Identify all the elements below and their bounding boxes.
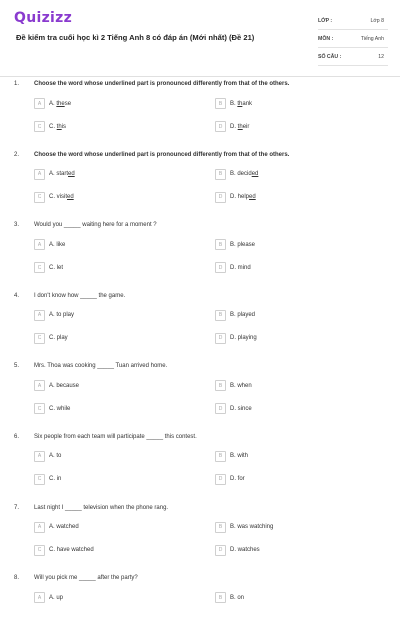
option-text-part: D. mind: [230, 264, 251, 271]
option-text: [230, 194, 256, 200]
question-number: 6.: [14, 433, 20, 440]
option-text-part: ank: [242, 100, 253, 107]
option-text: [230, 476, 245, 482]
option-letter-box: A: [34, 98, 45, 109]
option-letter-box: D: [215, 545, 226, 556]
answer-option-d[interactable]: [215, 403, 252, 414]
option-text: [49, 476, 61, 482]
option-text-part: D. since: [230, 405, 252, 412]
question-item: [0, 291, 400, 362]
option-letter-box: D: [215, 121, 226, 132]
option-letter-box: D: [215, 262, 226, 273]
option-text-part: B. played: [230, 312, 256, 319]
option-text: [49, 524, 79, 530]
option-text: [49, 383, 79, 389]
option-text: [49, 406, 70, 412]
question-number: 3.: [14, 222, 20, 229]
option-text: [230, 453, 248, 459]
option-letter-box: C: [34, 262, 45, 273]
option-underlined-part: ed: [68, 171, 75, 178]
option-text-part: A. to: [49, 453, 62, 460]
answer-option-b[interactable]: [215, 592, 244, 603]
option-letter-box: B: [215, 239, 226, 250]
option-text: [230, 242, 255, 248]
question-text: Last night I _____ television when the phone rang.: [34, 504, 169, 511]
option-letter-box: A: [34, 310, 45, 321]
option-text-part: A. because: [49, 382, 80, 389]
option-letter-box: B: [215, 592, 226, 603]
header-divider: [0, 76, 400, 77]
option-text: [230, 383, 252, 389]
question-text: I don't know how _____ the game.: [34, 292, 126, 299]
option-letter-box: C: [34, 474, 45, 485]
option-letter-box: D: [215, 192, 226, 203]
option-text-part: B. with: [230, 453, 249, 460]
option-text: [230, 406, 252, 412]
answer-option-c[interactable]: [34, 192, 74, 203]
option-letter-box: B: [215, 380, 226, 391]
option-underlined-part: th: [56, 123, 62, 130]
option-letter-box: A: [34, 380, 45, 391]
quizizz-logo: Quizizz: [14, 10, 73, 26]
option-text: [49, 194, 74, 200]
answer-option-b[interactable]: [215, 522, 273, 533]
option-text-part: D. help: [230, 194, 250, 201]
answer-option-b[interactable]: [215, 380, 252, 391]
option-text: [230, 312, 255, 318]
option-text: [230, 171, 258, 177]
question-item: [0, 432, 400, 503]
meta-row-count: [318, 48, 388, 66]
option-letter-box: D: [215, 403, 226, 414]
option-text: [49, 335, 68, 341]
meta-label: SỐ CÂU :: [318, 53, 342, 60]
option-letter-box: B: [215, 169, 226, 180]
option-text-part: B.: [230, 100, 238, 107]
option-text-part: D. watches: [230, 547, 260, 554]
question-item: [0, 573, 400, 644]
option-text-part: B. on: [230, 594, 245, 601]
answer-option-d[interactable]: [215, 192, 256, 203]
question-text: Will you pick me _____ after the party?: [34, 575, 138, 582]
option-text-part: B. please: [230, 241, 256, 248]
answer-option-c[interactable]: [34, 262, 63, 273]
option-letter-box: B: [215, 522, 226, 533]
question-number: 2.: [14, 151, 20, 158]
option-underlined-part: ed: [251, 171, 259, 178]
worksheet-meta: [318, 12, 388, 66]
option-text: [49, 265, 63, 271]
answer-option-a[interactable]: [34, 592, 63, 603]
worksheet-title: Đề kiểm tra cuối học kì 2 Tiếng Anh 8 có đáp án (Mới nhất) (Đề 21): [16, 33, 255, 42]
option-underlined-part: ed: [249, 194, 256, 201]
answer-option-b[interactable]: [215, 310, 255, 321]
question-item: [0, 361, 400, 432]
meta-value: Tiếng Anh: [360, 35, 384, 42]
question-item: [0, 503, 400, 574]
option-text-part: A. to play: [49, 312, 75, 319]
question-text: Choose the word whose underlined part is pronounced differently from that of the others.: [34, 81, 290, 87]
option-text-part: D. playing: [230, 335, 257, 342]
question-text: Choose the word whose underlined part is pronounced differently from that of the others.: [34, 151, 290, 158]
option-text-part: A. start: [49, 171, 69, 178]
option-text-part: C. in: [49, 476, 62, 483]
answer-option-a[interactable]: [34, 239, 65, 250]
answer-option-a[interactable]: [34, 98, 71, 109]
question-number: 7.: [14, 504, 20, 511]
answer-option-c[interactable]: [34, 121, 66, 132]
option-letter-box: B: [215, 98, 226, 109]
option-letter-box: A: [34, 522, 45, 533]
option-text-part: A.: [49, 100, 57, 107]
answer-option-d[interactable]: [215, 333, 257, 344]
option-text: [49, 124, 66, 130]
option-text: [49, 453, 61, 459]
option-letter-box: C: [34, 333, 45, 344]
option-letter-box: A: [34, 592, 45, 603]
option-text: [230, 265, 251, 271]
option-text-part: C. while: [49, 405, 71, 412]
option-letter-box: C: [34, 403, 45, 414]
answer-option-b[interactable]: [215, 451, 248, 462]
answer-option-c[interactable]: [34, 474, 61, 485]
option-text-part: eir: [242, 123, 250, 130]
answer-option-b[interactable]: [215, 98, 252, 109]
option-underlined-part: ed: [67, 194, 74, 201]
answer-option-a[interactable]: [34, 380, 79, 391]
answer-option-c[interactable]: [34, 545, 94, 556]
option-text-part: B. was watching: [230, 524, 274, 531]
meta-label: LỚP :: [318, 17, 333, 24]
question-item: [0, 150, 400, 221]
option-text: [230, 524, 273, 530]
question-number: 5.: [14, 363, 20, 370]
answer-option-a[interactable]: [34, 451, 61, 462]
option-letter-box: C: [34, 545, 45, 556]
question-number: 8.: [14, 575, 20, 582]
option-letter-box: A: [34, 239, 45, 250]
answer-option-d[interactable]: [215, 474, 245, 485]
option-underlined-part: the: [56, 100, 65, 107]
question-number: 4.: [14, 292, 20, 299]
option-text-part: B. decid: [230, 171, 252, 178]
option-text-part: se: [64, 100, 72, 107]
answer-option-a[interactable]: [34, 169, 75, 180]
option-text: [230, 547, 260, 553]
question-text: Would you _____ waiting here for a moment ?: [34, 222, 157, 229]
meta-value: Lớp 8: [370, 17, 384, 24]
answer-option-b[interactable]: [215, 239, 255, 250]
option-letter-box: A: [34, 169, 45, 180]
option-letter-box: C: [34, 192, 45, 203]
question-text: Six people from each team will participate _____ this contest.: [34, 433, 197, 440]
answer-option-c[interactable]: [34, 403, 70, 414]
worksheet-header: [0, 0, 400, 68]
answer-option-d[interactable]: [215, 121, 249, 132]
option-text-part: is: [61, 123, 67, 130]
option-text: [230, 124, 249, 130]
option-text: [49, 101, 71, 107]
option-text-part: C. let: [49, 264, 64, 271]
option-text-part: A. like: [49, 241, 66, 248]
option-text: [49, 171, 75, 177]
option-text: [49, 312, 74, 318]
option-text: [49, 242, 65, 248]
option-text-part: C. have watched: [49, 547, 94, 554]
option-text: [49, 547, 94, 553]
answer-option-d[interactable]: [215, 545, 260, 556]
option-letter-box: D: [215, 474, 226, 485]
option-letter-box: D: [215, 333, 226, 344]
answer-option-c[interactable]: [34, 333, 68, 344]
question-list: [0, 79, 400, 644]
question-item: [0, 220, 400, 291]
meta-row-subject: [318, 30, 388, 48]
meta-row-class: [318, 12, 388, 30]
option-text-part: C.: [49, 123, 57, 130]
option-text-part: C. play: [49, 335, 68, 342]
option-text-part: C. visit: [49, 194, 67, 201]
option-letter-box: A: [34, 451, 45, 462]
question-number: 1.: [14, 81, 20, 87]
option-text-part: A. up: [49, 594, 64, 601]
option-letter-box: B: [215, 310, 226, 321]
option-text-part: D. for: [230, 476, 245, 483]
option-text: [230, 101, 252, 107]
option-underlined-part: th: [237, 123, 243, 130]
answer-option-a[interactable]: [34, 310, 74, 321]
option-text-part: A. watched: [49, 524, 79, 531]
option-letter-box: C: [34, 121, 45, 132]
option-text-part: D.: [230, 123, 238, 130]
meta-value: 12: [378, 53, 384, 60]
option-letter-box: B: [215, 451, 226, 462]
option-text-part: B. when: [230, 382, 252, 389]
answer-option-a[interactable]: [34, 522, 79, 533]
option-text: [230, 335, 257, 341]
option-underlined-part: th: [237, 100, 243, 107]
meta-label: MÔN :: [318, 35, 334, 42]
question-item: [0, 79, 400, 150]
answer-option-d[interactable]: [215, 262, 251, 273]
question-text: Mrs. Thoa was cooking _____ Tuan arrived home.: [34, 363, 168, 370]
answer-option-b[interactable]: [215, 169, 258, 180]
